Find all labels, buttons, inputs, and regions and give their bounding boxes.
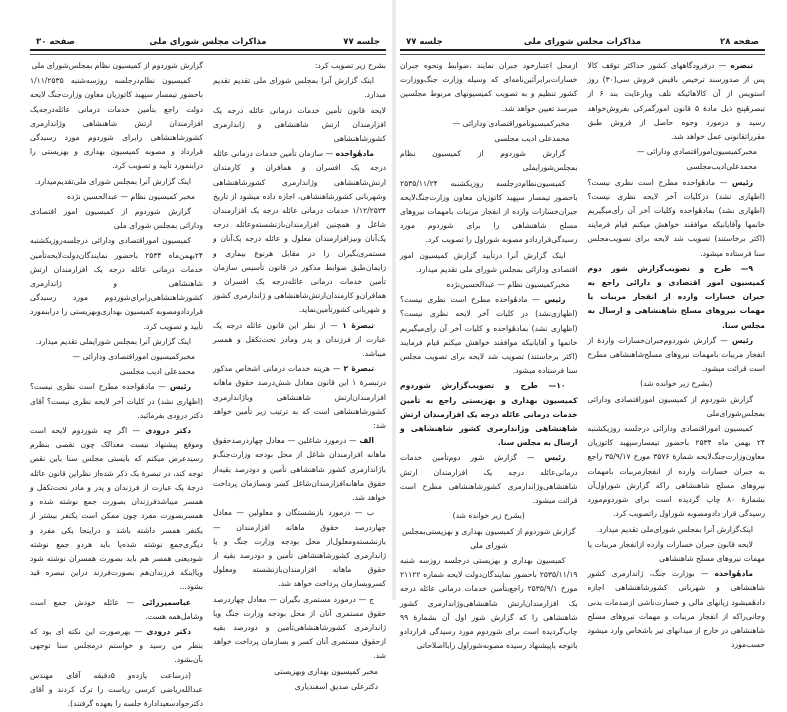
paragraph: کمیسیون‌نظام‌درجلسه روزیکشنبه ۲۵۳۵/۱۱/۲۴ باحضور تیمسار سپهبد کاتوزیان معاون وزارت‌جنگ‌لایحه جبران‌خسارات وارده از انفجار مرببات بامهمات نیروهای مسلح شاهنشاهی را برای شوردوم مورد رسیدگی‌قرارداد‌و مصوبه شوراول را تصویب کرد. [400, 178, 578, 245]
signature-line: مخبرکمیسیوناموراقتصادی ودارائی — [452, 118, 570, 128]
speaker-paragraph [213, 434, 386, 505]
paragraph: گزارش شوردوم از کمیسیون اموراقتصادی ودارائی بمجلس‌شورای‌ملی [587, 394, 765, 418]
paragraph: کمیسیون نظام‌درجلسه روزسه‌شنبه ۱/۱۱/۲۵۳۵ باحضور تیمسار سپهبد کاتوزیان معاون وزارت‌جنگ لایحه دولت راجع بتأمین خدمات درمانی عائله‌درجه‌یک افزارمندان ارتش شاهنشاهی وژاندارمری کشورشاهنشاهی رابرای شوردوم مورد رسیدگی قرارداد و مصوبه کمیسیون بهداری و بهزیستی را درابنمورد تأیید و تصویب کرد. [30, 76, 203, 171]
paragraph: کمیسیون اموراقتصادی ودارائی درجلسه روزیکشنبه ۲۴ بهمن ماه ۲۵۳۴ باحضور تیمسارسپهبد کاتوزیان معاون‌وزارت‌جنگ‌لایحه شمارهٔ ۳۵۷۶ مورخ ۳۵/۹/۱۷ راجع به جبران خسارات وارده از انفجارمرببات بامهمات نیروهای مسلح شاهنشاهی راکه گزارش شوراول‌آن بشمارهٔ ۸۰ چاپ گردیده است برای شوردوم‌مورد رسیدگی قرار داد‌ومصوبه شوراول راتصویب کرد. [587, 424, 766, 519]
paragraph: (بشرح زیر خوانده شد) [640, 379, 713, 389]
paragraph-text: — هزینه خدمات درمانی اشخاص مذکور درتبصرهٔ ۱ این قانون معادل شش‌درصد حقوق ماهانه افزارمندان‌ارتش شاهنشاهی وباژاندارمری کشورشاهنشاهی است که به ترتیب زیر تأمین خواهد شد: [213, 364, 386, 431]
paragraph: (درساعت یازده‌و ۵دقیقه آقای مهندس عبدالله‌ریاضی کرسی ریاست را ترک کردند و آقای دکترجوادسعیدادارهٔ جلسه را بعهده گرفتند). [30, 670, 203, 708]
paragraph: (بشرح زیر خوانده شد) [452, 511, 525, 521]
page-number: صفحه ۲۸ [720, 37, 759, 47]
speaker-name: دکتر درودی [146, 626, 191, 636]
paragraph: اینک گزارش آنرا بمجلس شورایملی تقدیم میدارد. [35, 336, 191, 346]
signature-line: مخبرکمیسیون نظام — عبدالحسین‌نژده [446, 280, 570, 290]
paragraph-text: — بوزارت جنگ، ژاندارمری کشور شاهنشاهی و شهربانی کشورشاهنشاهی اجازه دادهٔمیشود زیانهای مالی و خسارت‌ناشی ازصدمات بدنی وجانی‌راکه از انفجار مرببات و مهمات نیروهای مسلح شاهنشاهی در خارج از میدانهای تیر باشخاص وارد میشود حسب‌مورد [587, 569, 765, 650]
header-rule [30, 49, 386, 55]
paragraph: گزارش شوردوم از کمیسیون نظام بمجلس‌شورایملی [400, 149, 578, 173]
paragraph-text: — درفرودگاههای کشور حداکثر توقف کالا پس از صدورسند ترخیص باقیض فروش سی(۳۰) روز استویس از آن کالاهائیکه تلف وبارعایت بند ۶ از تبصرهٔپنج ذیل مادهٔ ۵ قانون امورگمرکی بفروش‌خواهد رسید و درمورد وجوه حاصل از فروش طبق مقرراتقانونی عمل خواهد شد. [587, 61, 765, 142]
paragraph: اینک گزارش آنرا بمجلس شورای ملی تقدیم تقدیم میدارد. [213, 76, 386, 100]
paragraph-text: — بهرصورت این نکته ای بود که بنظر من رسید و خواستم درمجلس سنا توجهی بآن‌بشود. [30, 626, 203, 665]
left-page-columns [30, 59, 386, 712]
paragraph-text: — عائله خودش جمع است وشامل‌همه هست. [30, 597, 203, 621]
speaker-name: رئیس [544, 453, 566, 463]
speaker-name: مادهٔواحده [714, 569, 753, 579]
page-number: صفحه ۳۰ [36, 37, 75, 47]
paragraph-text: — مادهٔواحده مطرح است نظری نیست؟ (اظهاری نشد) در کلیات آخر لایحه نظری نیست؟ آقای دکتر درودی بفرمائید. [30, 382, 203, 420]
page-title: مذاکرات مجلس شورای ملی [149, 37, 267, 47]
paragraph: اینک گزارش آنرا درتأیید گزارش کمیسیون امور اقتصادی ودارائی بمجلس شورای ملی تقدیم میدارد. [400, 250, 578, 274]
speaker-name: تبصره [730, 61, 753, 70]
paragraph-text: — گزارش شوردوم‌جبران‌خسارات واردهٔ از انفجار مرببات بامهمات نیروهای مسلح‌شاهنشاهی مطرح است قرائت میشود. [587, 335, 765, 374]
speaker-paragraph [213, 362, 386, 433]
left-page [0, 0, 392, 708]
speaker-name: عباسمیرزائی [141, 597, 191, 607]
speaker-name: مادهٔواحده [335, 149, 374, 159]
signature-line: مخبر کمیسیون بهداری وبهزیستی [274, 666, 378, 676]
speaker-name: دکتر درودی [145, 426, 191, 436]
paragraph: ب — درمورد بازنشستگان و معلولین — معادل چهاردرصد حقوق ماهانه افزارمندان — بازنشسته‌ومعلول‌از محل بودجه وزارت جنگ و یا ژاندارمری کشورشاهنشاهی تأمین و دودرصد بقیه از حقوق ماهانه افزارمندان‌بازنشسته ومعلول کسروبسازمان پرداخت خواهد شد. [213, 508, 386, 589]
header-rule [400, 49, 765, 55]
column-left [400, 59, 578, 654]
session-label: جلسه ۷۷ [343, 37, 380, 47]
speaker-paragraph [30, 424, 203, 594]
paragraph: گزارش شوردوم از کمیسیون امور اقتصادی ودارائی بمجلس شورای ملی [30, 207, 203, 231]
signature-line: مخبر کمیسیون نظام — عبدالحسین نژده [67, 191, 195, 201]
column-right [213, 59, 386, 712]
paragraph: گزارش شوردوم از کمیسیون نظام بمجلس‌شورای ملی [31, 61, 203, 70]
paragraph: گزارش شوردوم از کمیسیون بهداری و بهزیستی‌بمجلس شورای ملی [401, 526, 576, 550]
right-page-columns [400, 59, 765, 654]
agenda-item-heading: ۹— طرح و تصویب‌گزارش شور دوم کمیسیون امور اقتصادی و دارائی راجع به جبران خسارات وارده از انفجار مرببات یا مهمات نیروهای مسلح شاهنشاهی و ارسال به مجلس سنا. [587, 263, 765, 330]
agenda-item-heading: ۱۰— طرح و تصویب‌گزارش شوردوم کمیسیون بهداری و بهزیستی راجع به تأمین خدمات درمانی عائله درجه یک افزارمندان ارتش شاهنشاهی وژاندارمری کشور شاهنشاهی و ارسال به مجلس سنا. [400, 381, 578, 448]
speaker-paragraph [588, 334, 766, 377]
speaker-paragraph [588, 176, 766, 261]
speaker-paragraph [213, 319, 386, 362]
speaker-paragraph [213, 147, 386, 317]
speaker-paragraph [30, 625, 203, 668]
speaker-paragraph [588, 567, 766, 652]
paragraph: ازمحل اعتبارخود جبران نمایند ،ضوابط ونحوه جبران خسارات‌برابرآئین‌نامه‌ای که وسیله وزارت جنگ‌ووزارت کشور تنظیم و به تصویب کمیسیونهای مربوط مجلسین میرسد تعیین خواهد شد. [400, 61, 578, 113]
speaker-paragraph [30, 380, 203, 423]
paragraph: بشرح زیر تصویب کرد: [314, 61, 386, 70]
paragraph-text: — درمورد شاغلین — معادل چهاردرصد‌حقوق ماهانه افزارمندان شاغل از محل بودجه وزارت‌جنگ‌و باژاندارمری کشور شاهنشاهی تأمین و دودرصد بقیه‌از حقوق ماهانه‌افزارمندان‌شاغل کسر وبسازمان پرداخت خواهد شد. [213, 436, 386, 503]
paragraph: لایحه قانون تأمین خدمات درمانی عائله درجه یک افزارمندان ارتش شاهنشاهی و ژاندارمری کشورشاهنشاهی [213, 105, 386, 144]
paragraph: لایحه قانون جبران خسارات وارده ازانفجار مرببات یا مهمات نیروهای مسلح شاهنشاهی [587, 539, 765, 563]
right-page-header [400, 27, 765, 47]
paragraph: اینک گزارش آنرا بمجلس شورای ملی‌تقدیم‌میدارد. [34, 176, 191, 186]
paragraph-text: — اگر چه شوردوم لایحه است وموقع پیشنهاد نیست معذالک چون نقصی بنظرم رسیدعرض میکنم که بایستی مجلس سنا باین نقص توجه کند، در تبصرهٔ یک ذکر شده‌از نظراین قانون عائله درجهٔ یک عبارت از فرزندان و پدر و مادر تحت‌تکفل و همسر میباشد‌فرزندان بصورت جمع نوشته شده و همسربصورت مفرد چون ممکن است یکنفر بیشتر از یکنفر همسر داشته باشد و دراینجا یکی مفرد و دیگری‌جمع نوشته شده‌یا باید هردو جمع نوشته شود‌یعنی همسر هم باید بصورت همسران نوشته شود ویااینکه فرزندان‌هم بصورت‌فرزند دراین تبصره قید بشود... [30, 426, 203, 592]
speaker-name: تبصرهٔ ۱ [342, 320, 374, 330]
right-page [392, 0, 787, 651]
paragraph: کمیسیون بهداری و بهزیستی درجلسه روزسه شنبه ۲۵۳۵/۱۱/۱۹ باحضور نمایندگان‌دولت لایحه شماره ۲۱۱۲۲ مورخ ۲۵۳۵/۹/۱ راجع‌بتأمین خدمات درمانی عائله درجه یک افزارمندان‌ارتش شاهنشاهی‌وژاندارمری کشور شاهنشاهی را که گزارش شور اول آن بشمارهٔ ۹۹ چاپ‌گردیده است برای شوردوم مورد رسیدگی قرارداد‌و باتوجه باپیشنهاد رسیده مصوبه‌شوراول رابااصلاحاتی [400, 555, 578, 651]
column-left [30, 59, 203, 712]
column-right [588, 59, 766, 654]
signature-line: محمدعلی ادیب مجلسی [119, 367, 195, 377]
paragraph-text: — مادهٔواحده مطرح است نظری نیست؟ (اظهاری‌نشد) در کلیات آخر لایحه نظری نیست؟ (اظهاری نشد) بمادهٔواحده و کلیات آخر آن رأی‌میگیریم خانمها و آقایانیکه موافقند خواهش میکنم قیام فرمایند (اکثر برخاستند) تصویب شد لایحه برای تصویب مجلس سنا فرستاده میشود. [400, 295, 578, 376]
speaker-paragraph [400, 293, 578, 378]
paragraph-text: — گزارش شور دوم‌تأمین خدمات درمانی‌عائله درجه یک افزارمندان ارتش شاهنشاهی‌وژاندارمری کشورشاهنشاهی مطرح است قرائت میشود. [400, 453, 578, 506]
paragraph: کمیسیون اموراقتصادی ودارائی درجلسه‌روزیکشنبه ۲۴بهمن‌ماه ۲۵۳۴ باحضور نمایندگان‌دولت‌لایحه‌تأمین خدمات درمانی عائله درجه یک افزارمندان ارتش شاهنشاهی و ژاندارمری کشورشاهنشاهی‌رابرای‌شوردوم مورد رسیدگی قراردادومصوبه کمیسیون بهداری‌وبهزیستی را درابنمورد تأیید و تصویب کرد. [30, 236, 203, 331]
speaker-name: رئیس [731, 335, 753, 345]
page-title: مذاکرات مجلس شورای ملی [523, 37, 642, 47]
session-label: جلسه ۷۷ [406, 37, 443, 47]
paragraph-text: — از نظر این قانون عائله درجه یک عبارت از فرزندان و پدر ومادر تحت‌تکفل و همسر میباشد. [213, 320, 386, 359]
speaker-name: رئیس [544, 295, 566, 305]
speaker-name: رئیس [731, 177, 753, 187]
speaker-paragraph [588, 59, 766, 144]
signature-line: مخبرکمیسیون‌اموراقتصادی ودارائی — [636, 147, 757, 157]
speaker-name: رئیس [169, 382, 191, 392]
paragraph-text: — سازمان تأمین خدمات درمانی عائله درجه یک افسران و همافران و کارمندان ارتش‌شاهنشاهی وژاندارمری کشورشاهنشاهی وشهربانی کشورشاهنشاهی، اجازه داده میشود از تاریخ ۱/۱۲/۲۵۳۴ خدمات درمانی عائله درجه یک افزارمندان شاغل و همچنین افزارمندان‌بازنشسته‌وعائله درجه یک‌آنان ونیزافزارمندان معلول و عائله درجه یک‌آنان و مستمری‌بگیران را در مقابل هرنوع بیماری و زایمان‌طبق ضوابط مذکور در قانون تأسیس سازمان تأمین خدمات درمانی عائله‌درجه یک افسران و همافران‌و کارمندان‌ارتش‌شاهنشاهی و ژاندارمری کشور و شهربانی کشورتأمین‌نماید. [213, 149, 386, 315]
left-page-header [30, 27, 386, 47]
signature-line: محمدعلی ادیب مجلسی [494, 134, 570, 144]
paragraph-text: — مادهٔواحده مطرح است نظری نیست؟ (اظهاری نشد) درکلیات آخر لایحه نظری نیست؟ (اظهاری نشد) بمادهٔواحده وکلیات آخر آن رأی‌میگیریم خانمها وآقایانیکه موافقند خواهش میکنم قیام فرمایند (اکثر برخاستند) تصویب شد لایحه برای تصویب‌مجلس سنا فرستاده میشود. [587, 177, 765, 258]
paragraph: اینک‌گزارش آنرا بمجلس شورای‌ملی تقدیم میدارد. [596, 524, 753, 534]
paragraph: ج — درمورد مستمری بگیران — معادل چهاردرصد حقوق مستمری آنان از محل بودجه وزارت جنگ ویا ژاندارمری کشورشاهنشاهی‌تأمین و دودرصد بقیه ازحقوق مستمری آنان کسر و بسازمان پرداخت خواهد شد. [213, 594, 386, 661]
signature-line: دکترعلی صدیق اسفندیاری [294, 681, 378, 691]
signature-line: مخبرکمیسیون اموراقتصادی ودارائی — [72, 352, 195, 362]
signature-line: محمدعلی‌ادیب‌مجلسی [686, 162, 757, 172]
speaker-name: تبصرهٔ ۲ [343, 364, 374, 374]
speaker-paragraph [400, 451, 578, 508]
speaker-name: الف [359, 436, 374, 446]
